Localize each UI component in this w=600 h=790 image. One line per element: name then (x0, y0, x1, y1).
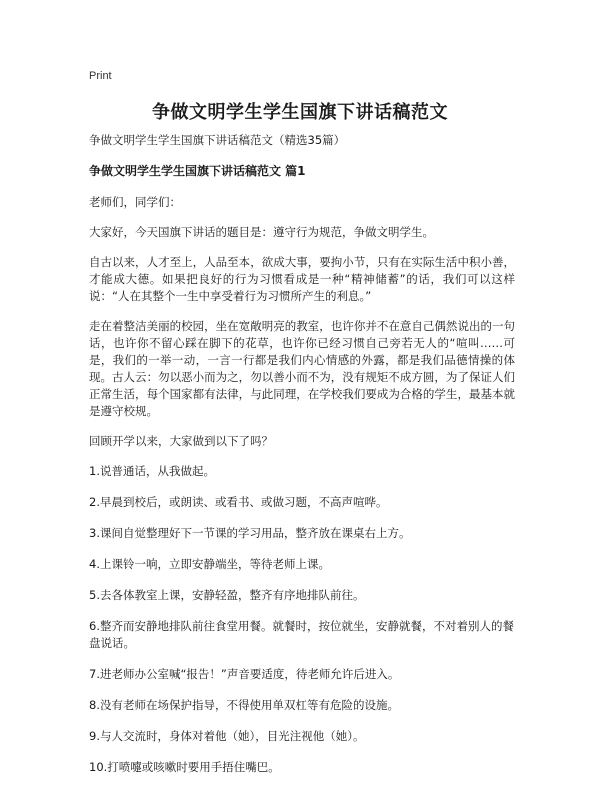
list-item: 9.与人交流时，身体对着他（她），目光注视他（她）。 (89, 729, 365, 743)
list-item: 10.打喷嚏或咳嗽时要用手捂住嘴巴。 (89, 760, 280, 774)
paragraph: 自古以来，人才至上，人品至本，欲成大事，要拘小节，只有在实际生活中积小善，才能成大德。如果把良好的行为习惯看成是一种“精神储蓄”的话，我们可以这样说：“人在其整个一生中享受着行为习惯所产生的利息。” (89, 255, 515, 303)
print-label: Print (89, 70, 112, 82)
section-heading: 争做文明学生学生国旗下讲话稿范文 篇1 (89, 164, 306, 178)
list-item: 2.早晨到校后，或朗读、或看书、或做习题，不高声喧哗。 (89, 495, 388, 509)
greeting: 老师们，同学们： (89, 195, 181, 209)
document-subtitle: 争做文明学生学生国旗下讲话稿范文（精选35篇） (89, 133, 346, 147)
list-item: 3.课间自觉整理好下一节课的学习用品，整齐放在课桌右上方。 (89, 526, 411, 540)
list-item: 1.说普通话，从我做起。 (89, 464, 215, 478)
paragraph: 走在着整洁美丽的校园，坐在宽敞明亮的教室，也许你并不在意自己偶然说出的一句话，也许你不留心踩在脚下的花草，也许你已经习惯自己旁若无人的“喧叫……可是，我们的一举一动，一言一行都是我们内心情感的外露，都是我们品德情操的体现。古人云：勿以恶小而为之，勿以善小而不为，没有规矩不成方圆，为了保证人们正常生活，每个国家都有法律，与此同理，在学校我们要成为合格的学生，最基本就是遵守校规。 (89, 319, 515, 418)
list-item: 8.没有老师在场保护指导，不得使用单双杠等有危险的设施。 (89, 698, 399, 712)
list-item: 4.上课铃一响，立即安静端坐，等待老师上课。 (89, 557, 330, 571)
paragraph: 回顾开学以来，大家做到以下了吗？ (89, 434, 273, 448)
list-item: 7.进老师办公室喊“报告！”声音要适度，待老师允许后进入。 (89, 667, 400, 681)
document-body (89, 132, 515, 790)
paragraph: 大家好，今天国旗下讲话的题目是：遵守行为规范，争做文明学生。 (89, 225, 434, 239)
document-title: 争做文明学生学生国旗下讲话稿范文 (152, 102, 448, 123)
list-item: 6.整齐而安静地排队前往食堂用餐。就餐时，按位就坐，安静就餐，不对着别人的餐盘说话。 (89, 619, 514, 650)
list-item: 5.去各体教室上课，安静轻盈，整齐有序地排队前往。 (89, 588, 365, 602)
